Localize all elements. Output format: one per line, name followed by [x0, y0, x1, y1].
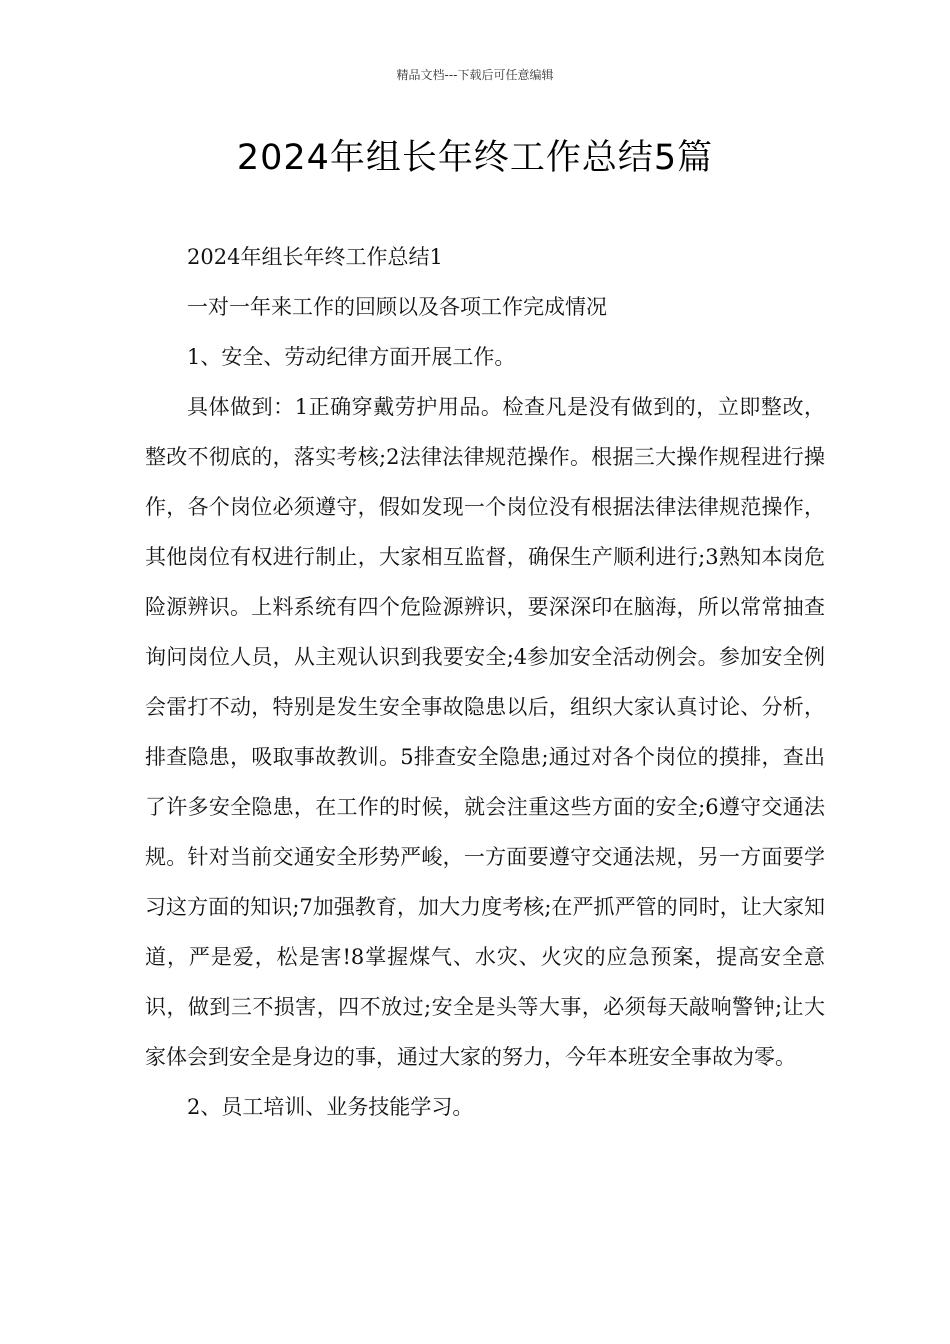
- item-heading: 1、安全、劳动纪律方面开展工作。: [187, 345, 516, 369]
- document-body: [145, 232, 825, 1132]
- body-paragraph: 具体做到：1正确穿戴劳护用品。检查凡是没有做到的，立即整改，整改不彻底的，落实考核;2法律法律规范操作。根据三大操作规程进行操作，各个岗位必须遵守，假如发现一个岗位没有根据法律法律规范操作，其他岗位有权进行制止，大家相互监督，确保生产顺利进行;3熟知本岗危险源辨识。上料系统有四个危险源辨识，要深深印在脑海，所以常常抽查询问岗位人员，从主观认识到我要安全;4参加安全活动例会。参加安全例会雷打不动，特别是发生安全事故隐患以后，组织大家认真讨论、分析，排查隐患，吸取事故教训。5排查安全隐患;通过对各个岗位的摸排，查出了许多安全隐患，在工作的时候，就会注重这些方面的安全;6遵守交通法规。针对当前交通安全形势严峻，一方面要遵守交通法规，另一方面要学习这方面的知识;7加强教育，加大力度考核;在严抓严管的同时，让大家知道，严是爱，松是害!8掌握煤气、水灾、火灾的应急预案，提高安全意识，做到三不损害，四不放过;安全是头等大事，必须每天敲响警钟;让大家体会到安全是身边的事，通过大家的努力，今年本班安全事故为零。: [145, 395, 825, 1069]
- header-note: 精品文档---下载后可任意编辑: [396, 68, 554, 82]
- document-title: 2024年组长年终工作总结5篇: [236, 138, 714, 178]
- item-heading: 2、员工培训、业务技能学习。: [187, 1095, 474, 1119]
- subsection-heading: 一对一年来工作的回顾以及各项工作完成情况: [187, 295, 607, 319]
- section-heading: 2024年组长年终工作总结1: [187, 245, 443, 269]
